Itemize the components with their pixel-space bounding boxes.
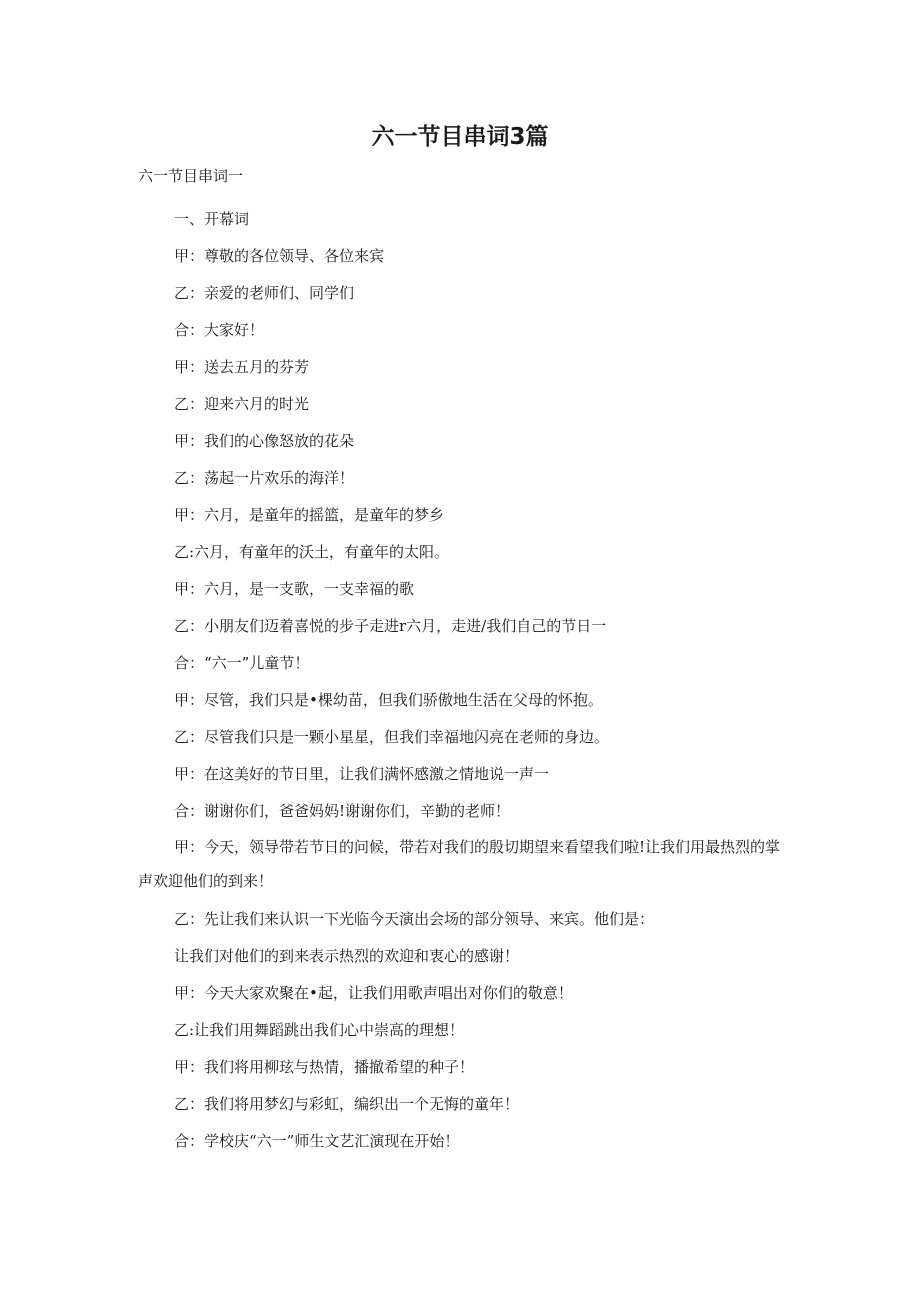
section-heading: 六一节目串词一 xyxy=(138,167,244,185)
paragraph: 甲：今天大家欢聚在•起，让我们用歌声唱出对你们的敬意！ xyxy=(174,984,573,1002)
paragraph: 乙：先让我们来认识一下光临今天演出会场的部分领导、来宾。他们是： xyxy=(174,910,655,928)
paragraph: 甲：尽管，我们只是•棵幼苗，但我们骄傲地生活在父母的怀抱。 xyxy=(174,691,603,709)
paragraph: 甲：尊敬的各位领导、各位来宾 xyxy=(174,247,385,265)
paragraph: 甲：六月，是童年的摇篮，是童年的梦乡 xyxy=(174,506,445,524)
paragraph: 甲：在这美好的节日里，让我们满怀感激之情地说一声一 xyxy=(174,765,550,783)
paragraph: 乙：荡起一片欢乐的海洋！ xyxy=(174,469,355,487)
document-body xyxy=(138,201,788,1160)
paragraph: 甲：送去五月的芬芳 xyxy=(174,358,310,376)
paragraph: 甲：我们的心像怒放的花朵 xyxy=(174,432,355,450)
paragraph: 乙：迎来六月的时光 xyxy=(174,395,310,413)
paragraph: 甲：今天，领导带若节日的问候，带若对我们的殷切期望来看望我们啦!让我们用最热烈的掌声欢迎他们的到来！ xyxy=(138,838,781,890)
paragraph: 乙：小朋友们迈着喜悦的步子走进r六月，走进/我们自己的节日一 xyxy=(174,617,607,635)
paragraph: 合：大家好！ xyxy=(174,321,265,339)
paragraph: 甲：我们将用柳玹与热情，播撤希望的种子！ xyxy=(174,1058,475,1076)
paragraph: 合：学校庆“六一”师生文艺汇演现在开始！ xyxy=(174,1132,460,1150)
paragraph: 合：谢谢你们，爸爸妈妈!谢谢你们，辛勤的老师！ xyxy=(174,802,511,820)
paragraph: 乙：亲爱的老师们、同学们 xyxy=(174,284,355,302)
paragraph: 乙：尽管我们只是一颗小星星，但我们幸福地闪亮在老师的身边。 xyxy=(174,728,610,746)
paragraph: 让我们对他们的到来表示热烈的欢迎和衷心的感谢！ xyxy=(174,947,520,965)
paragraph: 合：“六一”儿童节！ xyxy=(174,654,310,672)
paragraph: 一、开幕词 xyxy=(174,210,250,228)
document-title: 六一节目串词3篇 xyxy=(371,124,549,150)
paragraph: 乙:让我们用舞蹈跳出我们心中崇高的理想！ xyxy=(174,1021,465,1039)
paragraph: 乙:六月，有童年的沃土，有童年的太阳。 xyxy=(174,543,450,561)
paragraph: 甲：六月，是一支歌，一支幸福的歌 xyxy=(174,580,415,598)
paragraph: 乙：我们将用梦幻与彩虹，编织出一个无悔的童年！ xyxy=(174,1095,520,1113)
